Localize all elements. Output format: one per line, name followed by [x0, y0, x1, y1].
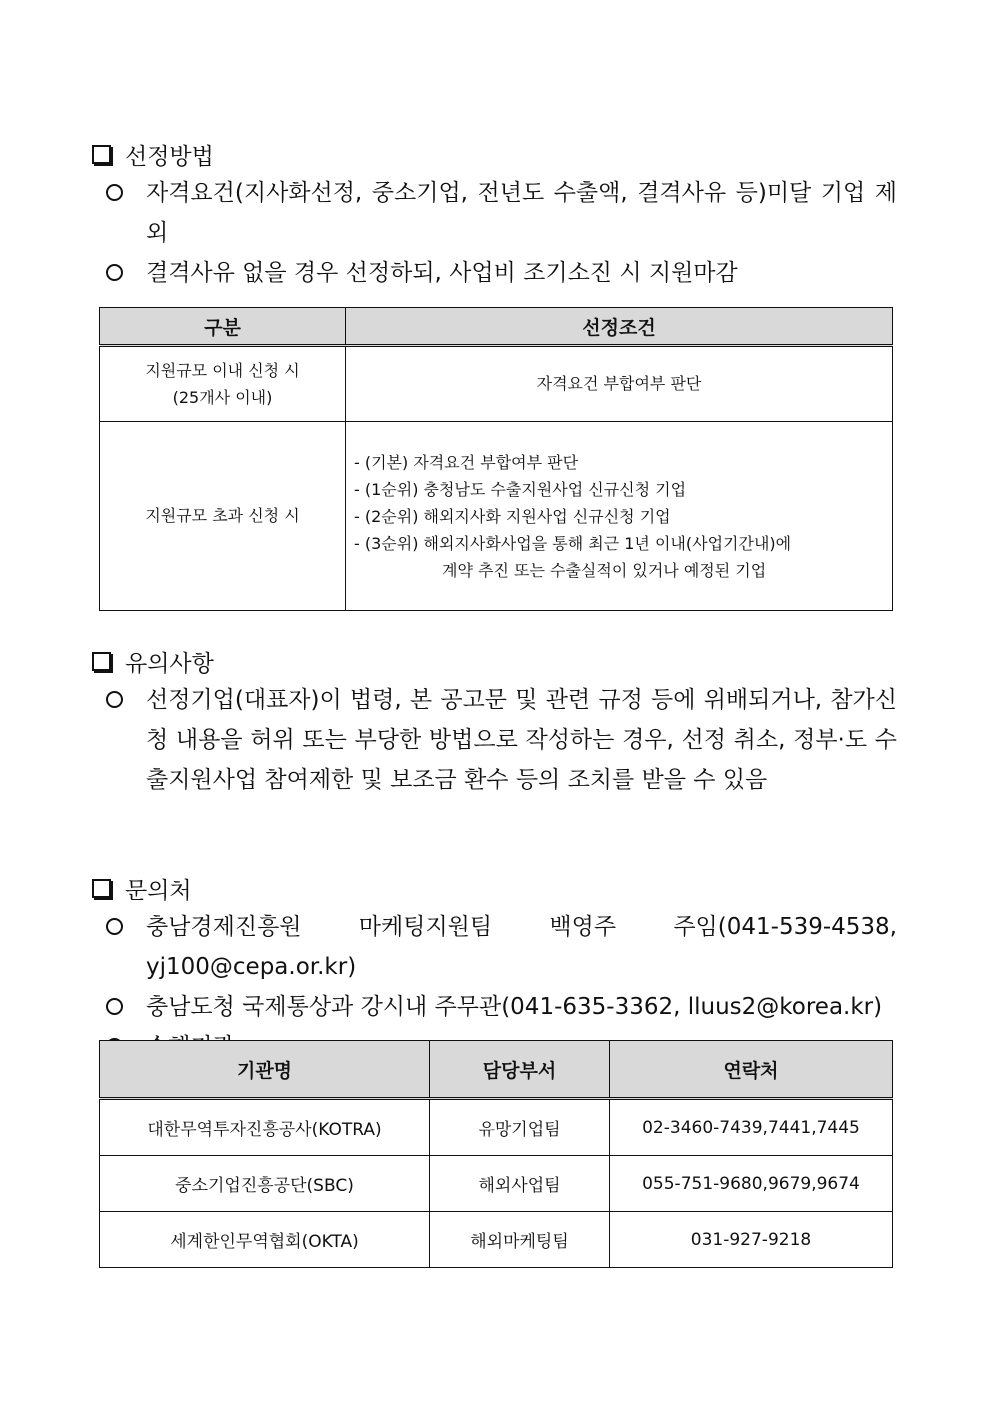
- contact-section: [92, 871, 897, 1067]
- checkbox-square-icon: [92, 879, 111, 898]
- bullet-text: 선정기업(대표자)이 법령, 본 공고문 및 관련 규정 등에 위배되거나, 참가신청 내용을 허위 또는 부당한 방법으로 작성하는 경우, 선정 취소, 정부·도 수출지원사업 참여제한 및 보조금 환수 등의 조치를 받을 수 있음: [146, 687, 897, 793]
- department-cell: 해외사업팀: [430, 1156, 610, 1212]
- circle-bullet-icon: [106, 918, 123, 935]
- checkbox-square-icon: [92, 652, 111, 671]
- condition-list-cell: [346, 422, 893, 611]
- category-subtext: (25개사 이내): [172, 388, 273, 407]
- selection-heading-text: 선정방법: [125, 143, 214, 170]
- department-cell: 해외마케팅팀: [430, 1212, 610, 1268]
- condition-item: - (2순위) 해외지사화 지원사업 신규신청 기업: [354, 506, 671, 526]
- notice-section: [92, 644, 897, 800]
- agency-cell: 세계한인무역협회(OKTA): [100, 1212, 430, 1268]
- condition-item: - (3순위) 해외지사화사업을 통해 최근 1년 이내(사업기간내)에: [354, 533, 792, 553]
- condition-item: - (기본) 자격요건 부합여부 판단: [354, 452, 579, 472]
- selection-section: [92, 137, 897, 293]
- table-row: [100, 346, 893, 422]
- table-header-condition: 선정조건: [346, 308, 893, 346]
- phone-cell: 02-3460-7439,7441,7445: [610, 1099, 893, 1156]
- agency-table: [99, 1040, 893, 1268]
- circle-bullet-icon: [106, 264, 123, 281]
- circle-bullet-icon: [106, 998, 123, 1015]
- phone-cell: 055-751-9680,9679,9674: [610, 1156, 893, 1212]
- table-header-department: 담당부서: [430, 1041, 610, 1099]
- category-cell: 지원규모 초과 신청 시: [100, 422, 346, 611]
- table-header-row: [100, 308, 893, 346]
- agency-cell: 대한무역투자진흥공사(KOTRA): [100, 1099, 430, 1156]
- department-cell: 유망기업팀: [430, 1099, 610, 1156]
- table-row: [100, 1212, 893, 1268]
- contact-heading-text: 문의처: [125, 877, 192, 904]
- phone-cell: 031-927-9218: [610, 1212, 893, 1268]
- condition-cell: 자격요건 부합여부 판단: [346, 346, 893, 422]
- bullet-item: [92, 173, 897, 253]
- checkbox-square-icon: [92, 145, 111, 164]
- selection-heading: [92, 137, 897, 171]
- table-row: [100, 1099, 893, 1156]
- table-row: [100, 422, 893, 611]
- table-header-category: 구분: [100, 308, 346, 346]
- agency-cell: 중소기업진흥공단(SBC): [100, 1156, 430, 1212]
- bullet-text: 결격사유 없을 경우 선정하되, 사업비 조기소진 시 지원마감: [146, 260, 738, 286]
- bullet-text: 충남도청 국제통상과 강시내 주무관(041-635-3362, lluus2@korea.kr): [146, 994, 883, 1020]
- condition-item: - (1순위) 충청남도 수출지원사업 신규신청 기업: [354, 479, 687, 499]
- notice-heading: [92, 644, 897, 678]
- bullet-text: 충남경제진흥원 마케팅지원팀 백영주 주임(041-539-4538, yj100@cepa.or.kr): [146, 914, 897, 980]
- contact-heading: [92, 871, 897, 905]
- table-row: [100, 1156, 893, 1212]
- bullet-item: [92, 907, 897, 987]
- circle-bullet-icon: [106, 184, 123, 201]
- bullet-item: [92, 680, 897, 800]
- bullet-item: [92, 987, 897, 1027]
- bullet-text: 자격요건(지사화선정, 중소기업, 전년도 수출액, 결격사유 등)미달 기업 제외: [146, 180, 897, 246]
- category-text: 지원규모 이내 신청 시: [145, 361, 300, 380]
- category-cell: [100, 346, 346, 422]
- table-header-row: [100, 1041, 893, 1099]
- selection-criteria-table: [99, 307, 893, 611]
- condition-item-continued: 계약 추진 또는 수출실적이 있거나 예정된 기업: [442, 560, 767, 580]
- notice-heading-text: 유의사항: [125, 650, 214, 677]
- bullet-item: [92, 253, 897, 293]
- circle-bullet-icon: [106, 691, 123, 708]
- table-header-agency: 기관명: [100, 1041, 430, 1099]
- table-header-phone: 연락처: [610, 1041, 893, 1099]
